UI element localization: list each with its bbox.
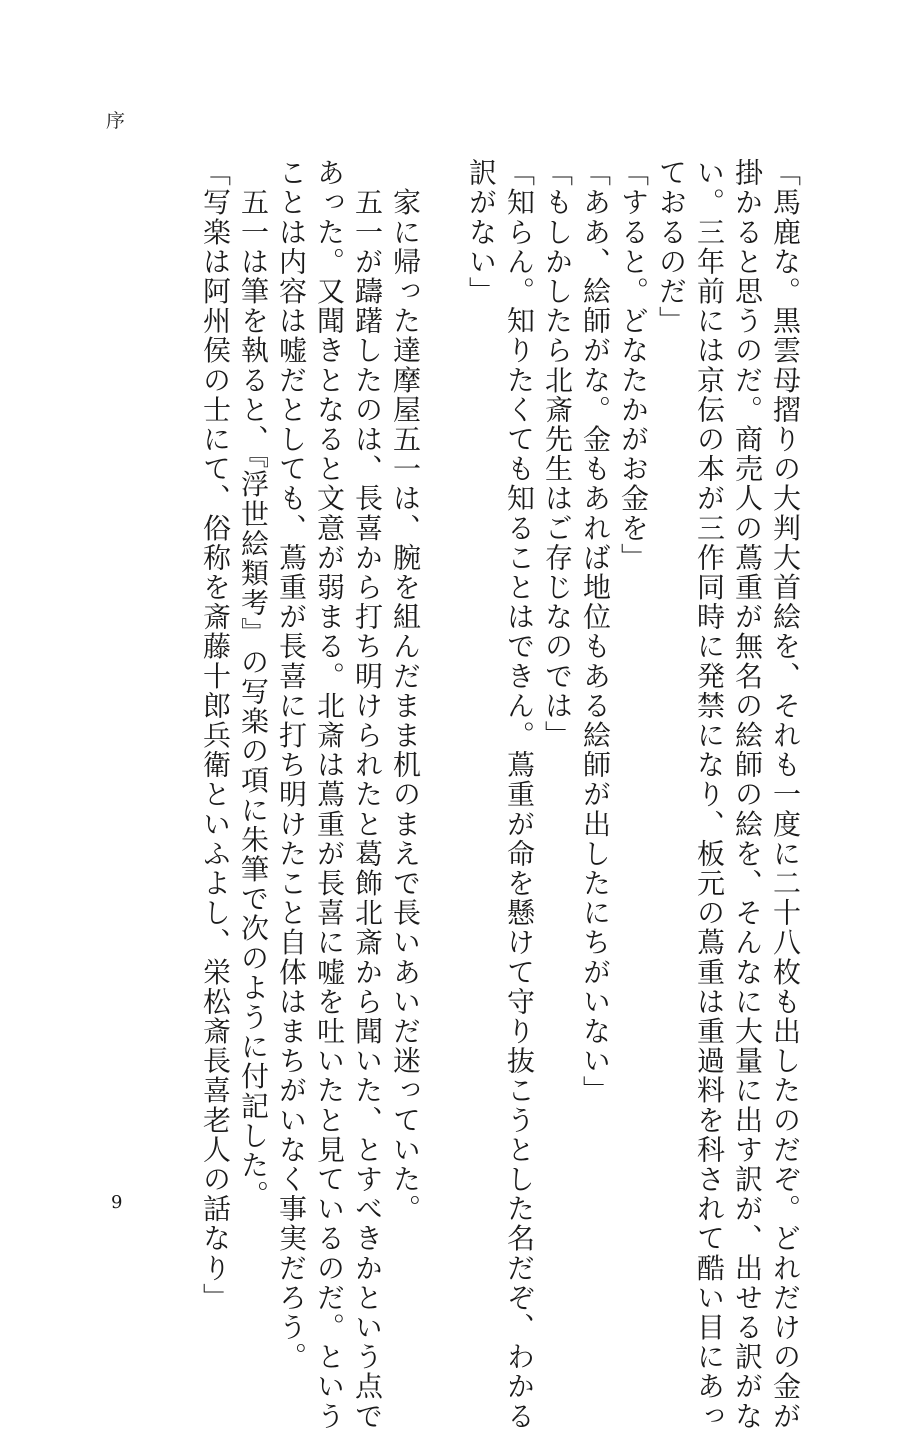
- text-line: 「知らん。知りたくても知ることはできん。蔦重が命を懸けて守り抜こうとした名だぞ、わかる: [503, 158, 536, 1431]
- text-line: 「ああ、絵師がな。金もあれば地位もある絵師が出したにちがいない」: [579, 158, 612, 1106]
- text-line: 「写楽は阿州侯の士にて、俗称を斎藤十郎兵衛といふよし、栄松斎長喜老人の話なり」: [199, 158, 232, 1313]
- running-header: 序: [106, 110, 126, 132]
- page-number: 9: [111, 1192, 123, 1213]
- text-line: 五一が躊躇したのは、長喜から打ち明けられたと葛飾北斎から聞いた、とすべきかという点で: [351, 158, 384, 1431]
- text-line: 「もしかしたら北斎先生はご存じなのでは」: [541, 158, 574, 750]
- text-line: ておるのだ」: [655, 158, 688, 336]
- text-line: 五一は筆を執ると、『浮世絵類考』の写楽の項に朱筆で次のように付記した。: [237, 158, 270, 1210]
- text-line: 「馬鹿な。黒雲母摺りの大判大首絵を、それも一度に二十八枚も出したのだぞ。どれだけの金が: [769, 158, 802, 1431]
- text-line: あった。又聞きとなると文意が弱まる。北斎は蔦重が長喜に嘘を吐いたと見ているのだ。という: [313, 158, 346, 1431]
- vertical-text-block: [199, 158, 802, 1431]
- text-line: ことは内容は嘘だとしても、蔦重が長喜に打ち明けたこと自体はまちがいなく事実だろう。: [275, 158, 308, 1372]
- text-line: 「すると。どなたかがお金を」: [617, 158, 650, 573]
- text-line: 掛かると思うのだ。商売人の蔦重が無名の絵師の絵を、そんなに大量に出す訳が、出せる訳がな: [731, 158, 764, 1431]
- text-line: い。三年前には京伝の本が三作同時に発禁になり、板元の蔦重は重過料を科されて酷い目にあっ: [693, 158, 726, 1431]
- text-line: 家に帰った達摩屋五一は、腕を組んだまま机のまえで長いあいだ迷っていた。: [389, 158, 422, 1224]
- text-line: 訳がない」: [465, 158, 498, 306]
